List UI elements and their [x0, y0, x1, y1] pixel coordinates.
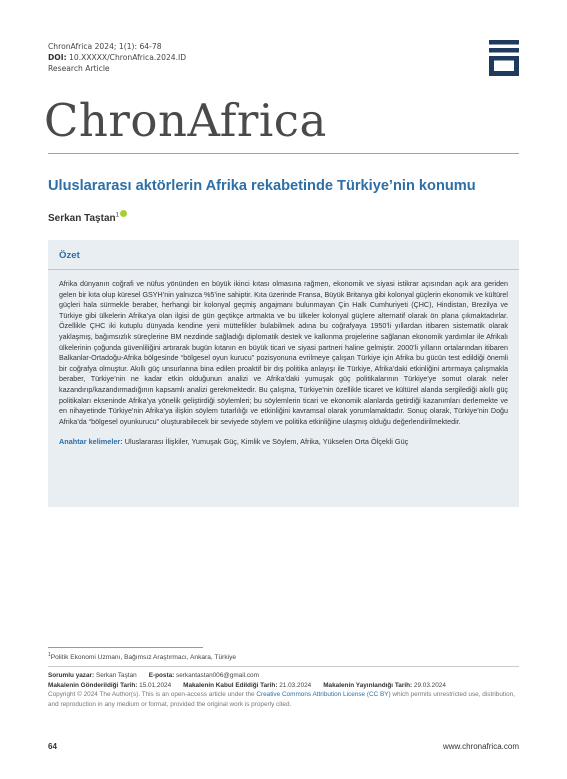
footnote-divider — [48, 647, 203, 648]
footnote-text: Politik Ekonomi Uzmanı, Bağımsız Araştırmacı, Ankara, Türkiye — [50, 654, 237, 662]
journal-logo-icon — [489, 40, 519, 76]
page-number: 64 — [48, 742, 57, 751]
published-date: 29.03.2024 — [412, 681, 446, 689]
sent-date: 15.01.2024 — [137, 681, 172, 689]
info-divider — [48, 666, 519, 667]
article-info — [48, 671, 519, 709]
website-link[interactable]: www.chronafrica.com — [442, 742, 519, 751]
author-name[interactable]: Serkan Taştan — [48, 213, 116, 224]
author-line — [48, 210, 127, 224]
doi-label: DOI: — [48, 53, 67, 62]
license-link[interactable]: Creative Commons Attribution License (CC BY) — [256, 691, 391, 699]
header-divider — [48, 153, 519, 154]
keywords-list: Uluslararası İlişkiler, Yumuşak Güç, Kimlik ve Söylem, Afrika, Yükselen Orta Ölçekli Güç — [122, 437, 409, 447]
abstract-divider — [48, 269, 519, 270]
keywords-label: Anahtar kelimeler: — [59, 437, 123, 447]
sent-date-label: Makalenin Gönderildiği Tarih: — [48, 681, 138, 689]
abstract-box — [48, 240, 519, 507]
abstract-text: Afrika dünyanın coğrafi ve nüfus yönünden en büyük ikinci kıtası olmasına rağmen, ekonomik ve siyasi istikrar açısından açık ara geriden gelen bir kıta olup küresel GSYH’nin yalnızca %5’ine sahiptir. Kıta üzerinde Fransa, Büyük Britanya gibi kolonyal güçlerin ekonomik ve kültürel güçleri hala sürmekle beraber, herhangi bir kolonyal geçmiş angajmanı bulunmayan Çin Halk Cumhuriyeti (ÇHC), Hindistan, Brezilya ve Türkiye gibi ülkelerin Afrika’ya olan ilgisi de gün geçtikçe artmakta ve bu ülkeler kolonyal güçlere alternatif olarak ön plana çıkmaktadırlar. Özellikle ÇHC iki kutuplu dünyada kendine yeni müttefikler bulabilmek adına bu coğrafyaya 1950’li yıllardan itibaren sistematik olarak yaklaşmış, bağımsızlık süreçlerine BM nezdinde sağladığı diplomatik destek ve kalkınma projelerine sağlanan ekonomik yardımlar ile Afrikalı ülkelerinin çoğunda güvenliliğini artırarak bugün kıtanın en büyük ticari ve siyasi partneri haline gelmiştir. 2000’li yılların ortalarından itibaren Balkanlar-Ortadoğu-Afrika bölgesinde “bölgesel oyun kurucu” pozisyonuna evrilmeye çalışan Türkiye için Afrika bu gücün test edildiği önemli bir coğrafya olmuştur. Akıllı güç unsurlarına bina edilen proaktif bir dış politika anlayışı ile Türkiye, Afrika’daki etkinliğini artırmaya çalışmakla beraber, Türkiye’nin ne kadar etkin olduğunun analizi ve Afrika’daki yumuşak güç politikalarının Türkiye’ye somut olarak neler kazandırıp/kazandırmadığının kapsamlı analizi gerekmektedir. Bu çalışma, Türkiye’nin özellikle ticaret ve kültürel alanda sergilediği akıllı güç politikaları ekseninde Afrika’ya yönelik geliştirdiği söylemleri; bu söylemlerin ticari ve ekonomik alanlarda getirdiği kazanımları derlemekte ve en nihayetinde Türkiye’nin Afrika’ya ilişkin söylem tutarlılığı ve etkinliğini kavramsal olarak yorumlamaktadır. Sonuç olarak, Türkiye’nin Doğu Afrika’da “bölgesel oyunkurucu” oluşturabilecek bir seviyede söylem ve politika etkinliğine ulaşmış olduğu değerlendirilmektedir. — [59, 280, 508, 426]
accepted-date-label: Makalenin Kabul Edildiği Tarih: — [183, 681, 278, 689]
accepted-date: 21.03.2024 — [277, 681, 312, 689]
dates-line — [48, 681, 519, 691]
published-date-label: Makalenin Yayınlandığı Tarih: — [323, 681, 413, 689]
keywords — [59, 437, 508, 446]
doi — [48, 52, 186, 63]
article-meta — [48, 41, 186, 74]
correspondence-line — [48, 671, 519, 681]
corresponding-author: Serkan Taştan — [94, 672, 137, 679]
corresponding-author-label: Sorumlu yazar: — [48, 672, 95, 679]
license-suffix: which permits unrestricted use, distribution, and reproduction in any medium or format, provided the original work is properly cited. — [48, 691, 515, 708]
abstract-heading: Özet — [59, 250, 80, 261]
license-text — [48, 690, 519, 709]
footnote-mark: 1 — [48, 652, 51, 658]
doi-value[interactable]: 10.XXXXX/ChronAfrica.2024.ID — [66, 53, 187, 62]
journal-name: ChronAfrica — [44, 94, 327, 147]
affiliation-footnote — [48, 652, 236, 661]
email-label: E-posta: — [148, 672, 175, 679]
affiliation-mark: 1 — [115, 212, 119, 219]
article-type: Research Article — [48, 64, 110, 73]
article-title: Uluslararası aktörlerin Afrika rekabetinde Türkiye’nin konumu — [48, 178, 476, 194]
orcid-icon[interactable] — [120, 210, 127, 217]
citation: ChronAfrica 2024; 1(1): 64-78 — [48, 42, 162, 51]
email-value[interactable]: serkantastan006@gmail.com — [174, 672, 259, 679]
license-prefix: Copyright © 2024 The Author(s). This is an open-access article under the — [48, 691, 257, 699]
